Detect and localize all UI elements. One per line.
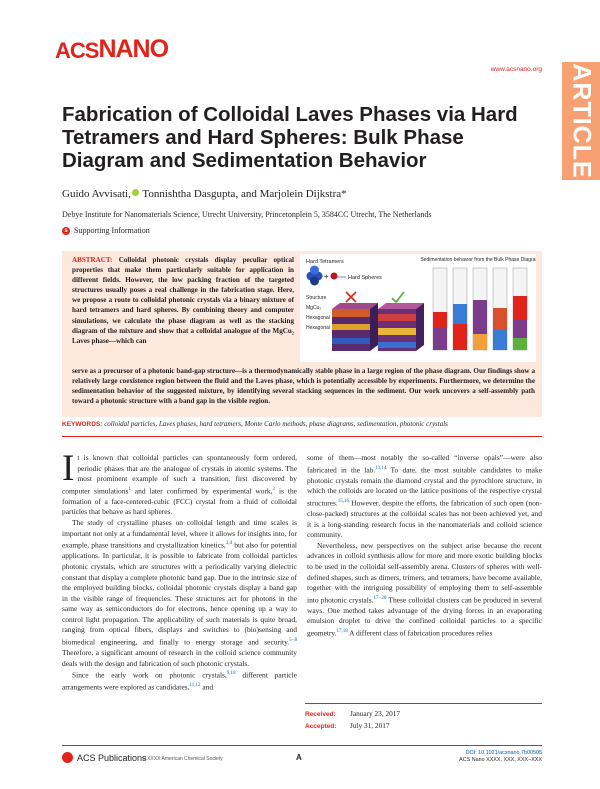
toc-stack-label-4: Hexagonal bbox=[306, 325, 330, 331]
keywords-text: colloidal particles, Laves phases, hard tetramers, Monte Carlo methods, phase diagrams, sedimentation, photonic crystals bbox=[104, 420, 448, 428]
crystal-block-2 bbox=[378, 303, 424, 351]
author-others[interactable]: Tonnishtha Dasgupta, and Marjolein Dijkstra* bbox=[142, 188, 347, 200]
abstract-text-1: Colloidal photonic crystals display peculiar optical properties that make them particularly suitable for application in different fields. However, the low packing fraction of the targeted structures usually poses a real challenge in the fabrication stage. Here, we propose a route to colloidal photonic crystals via a binary mixture of hard tetramers and hard spheres. By combining theory and computer simulations, we calculate the phase diagram as well as the stacking diagram of the mixture and show that a colloidal analogue of the MgCu₂ Laves phase—which can bbox=[72, 256, 294, 345]
text: Since the early work on photonic crystals, bbox=[72, 670, 227, 680]
text: To date, the most suitable candidates to make photonic crystals remain the diamond crystal and the pyrochlore structure, in which the colloids are located on the lattice positions of the respective crystal structures. bbox=[307, 465, 542, 508]
citation-link[interactable]: 5−8 bbox=[289, 638, 297, 644]
cross-icon bbox=[346, 292, 356, 302]
citation-link[interactable]: 13,14 bbox=[375, 465, 387, 471]
orcid-icon[interactable] bbox=[132, 189, 139, 196]
acs-publications-icon bbox=[62, 752, 73, 763]
toc-stack-label-2: MgCu₂ bbox=[306, 305, 322, 311]
paragraph bbox=[307, 541, 542, 639]
citation: ACS Nano XXXX, XXX, XXX−XXX bbox=[459, 757, 542, 763]
text: some of them—most notably the so-called “inverse opals”—were also fabricated in the lab. bbox=[307, 453, 542, 475]
text: and bbox=[200, 682, 214, 692]
text: and later confirmed by experimental work, bbox=[130, 486, 273, 496]
affiliation: Debye Institute for Nanomaterials Science, Utrecht University, Princetonplein 5, 3584CC Utrecht, The Netherlands bbox=[62, 210, 432, 219]
logo-acs: ACS bbox=[55, 38, 99, 63]
test-tubes bbox=[433, 268, 527, 350]
footer-divider bbox=[62, 745, 542, 746]
toc-stack-label-3: Hexagonal bbox=[306, 315, 330, 321]
accepted-label: Accepted: bbox=[305, 723, 337, 730]
paragraph bbox=[62, 448, 297, 518]
abstract-text-2: serve as a precursor of a photonic band-gap structure—is a thermodynamically stable phase in a large region of the phase diagram. Our findings show a relatively large coexistence region between the fluid and the Laves phase, which is potentially accessible by experiments. Furthermore, we determine the sedimentation behavior of the suggested mixture, by identifying several stacking sequences in the sediment. Our work uncovers a self-assembly path toward a photonic structure with a band gap in the visible region. bbox=[72, 367, 535, 406]
doi-link[interactable]: DOI: 10.1021/acsnano.7b00505 bbox=[465, 750, 542, 756]
citation-link[interactable]: 15,16 bbox=[337, 498, 350, 504]
text: Nevertheless, new perspectives on the subject arise because the recent advances in colloid synthesis allow for more and more exotic building blocks to be used in the colloidal self-assembly arena. Clusters of spheres with well-defined shapes, such as dimers, trimers, and tetramers, have become available, together with the intriguing possibility of employing them to self-assemble into photonic crystals. bbox=[307, 540, 542, 605]
logo-nano: NANO bbox=[98, 35, 169, 63]
citation-link[interactable]: 3,4 bbox=[225, 541, 233, 547]
abstract-part-1 bbox=[72, 255, 294, 346]
text: The study of crystalline phases on colloidal length and time scales is important not only at a fundamental level, where it allows for insights into, for example, phase transitions and crystallization kinetics, bbox=[62, 518, 297, 550]
received-date: January 23, 2017 bbox=[350, 709, 401, 718]
abstract-label: ABSTRACT: bbox=[72, 256, 113, 264]
text: These colloidal clusters can be produced in several ways. One method takes advantage of the drying forces in an evaporating emulsion droplet to drive the confined colloidal particles to a specific geometry. bbox=[307, 595, 542, 638]
toc-stack-label-1: Structure bbox=[306, 295, 327, 301]
toc-graphic bbox=[300, 254, 536, 362]
journal-logo bbox=[55, 35, 169, 64]
text: A different class of fabrication procedures relies bbox=[347, 628, 493, 638]
dropcap: I bbox=[62, 448, 75, 489]
author-1[interactable]: Guido Avvisati, bbox=[62, 188, 131, 200]
accepted-date: July 31, 2017 bbox=[350, 721, 390, 730]
section-label: ARTICLE bbox=[567, 63, 596, 179]
body-column-right bbox=[307, 453, 542, 639]
received-label: Received: bbox=[305, 711, 336, 718]
paragraph bbox=[62, 669, 297, 693]
citation-link[interactable]: 17,18 bbox=[336, 628, 348, 634]
toc-sedimentation-title: Sedimentation behavior from the Bulk Phase Diagram bbox=[420, 257, 536, 263]
toc-figure bbox=[300, 254, 536, 362]
check-icon bbox=[392, 292, 404, 302]
citation-link[interactable]: 2 bbox=[272, 486, 276, 492]
citation-link[interactable]: 11,12 bbox=[189, 683, 201, 689]
supporting-info-link[interactable] bbox=[62, 226, 150, 235]
paragraph bbox=[62, 518, 297, 669]
sphere-icon bbox=[331, 273, 338, 280]
journal-url-link[interactable]: www.acsnano.org bbox=[490, 66, 542, 73]
author-list bbox=[62, 188, 532, 200]
copyright: © XXXX American Chemical Society bbox=[142, 756, 223, 762]
supporting-info-label: Supporting Information bbox=[74, 226, 150, 235]
crystal-block-1 bbox=[332, 303, 378, 351]
text: t is known that colloidal particles can spontaneously form ordered, periodic phases that are the analogue of crystals in atomic systems. The most prominent example of such a transition, first discovered by computer simulations bbox=[62, 453, 297, 496]
paragraph bbox=[307, 453, 542, 541]
toc-hard-tetramers-label: Hard Tetramers bbox=[306, 259, 344, 265]
citation-link[interactable]: 9,10 bbox=[226, 671, 236, 677]
tetramer-icon bbox=[307, 266, 323, 286]
publisher-name: ACS Publications bbox=[77, 752, 147, 763]
text: different particle arrangements were explored as candidates, bbox=[62, 670, 297, 692]
text: is the formation of a face-centered-cubic (FCC) crystal from a fluid of colloidal particles that behave as hard spheres. bbox=[62, 486, 297, 517]
citation-link[interactable]: 1 bbox=[128, 486, 131, 492]
accepted-row bbox=[305, 720, 542, 732]
text: but also for potential applications. In particular, it is possible to fabricate from colloidal particles photonic crystals, which are structures with a periodically varying dielectric constant that display a complete photonic band gap. Due to the intrinsic size of the employed building blocks, colloidal photonic crystals display a band gap in the visible range of frequencies. These structures act for photons in the same way as semiconductors do for electrons, hence opening up a way to control light propagation. The applicability of such materials is quite broad, ranging from optical fibers, displays and switches to (bio)sensing and biomedical engineering, and finally to energy storage and security. bbox=[62, 540, 297, 647]
svg-text:+: + bbox=[324, 272, 329, 281]
keywords-label: KEYWORDS: bbox=[62, 421, 103, 428]
article-dates bbox=[305, 703, 542, 732]
text: However, despite the efforts, the fabrication of such open (non-close-packed) structures at the colloidal scales has not been achieved yet, and it is a long-standing research focus in the nanomaterials and colloid science community. bbox=[307, 498, 542, 540]
supporting-info-icon: s bbox=[62, 227, 70, 235]
divider bbox=[62, 436, 542, 437]
body-column-left bbox=[62, 448, 297, 693]
received-row bbox=[305, 708, 542, 720]
text: Therefore, a significant amount of research in the colloid science community deals with the design and fabrication of such photonic crystals. bbox=[62, 648, 297, 668]
page-number: A bbox=[296, 753, 302, 762]
article-title: Fabrication of Colloidal Laves Phases via Hard Tetramers and Hard Spheres: Bulk Phase Diagram and Sedimentation Behavior bbox=[62, 103, 518, 172]
keywords bbox=[62, 420, 542, 428]
publisher-logo bbox=[62, 752, 147, 763]
citation-link[interactable]: 17−20 bbox=[373, 595, 387, 601]
section-tab bbox=[562, 62, 600, 180]
toc-hard-spheres-label: Hard Spheres bbox=[348, 275, 382, 281]
doi-block bbox=[400, 750, 542, 764]
